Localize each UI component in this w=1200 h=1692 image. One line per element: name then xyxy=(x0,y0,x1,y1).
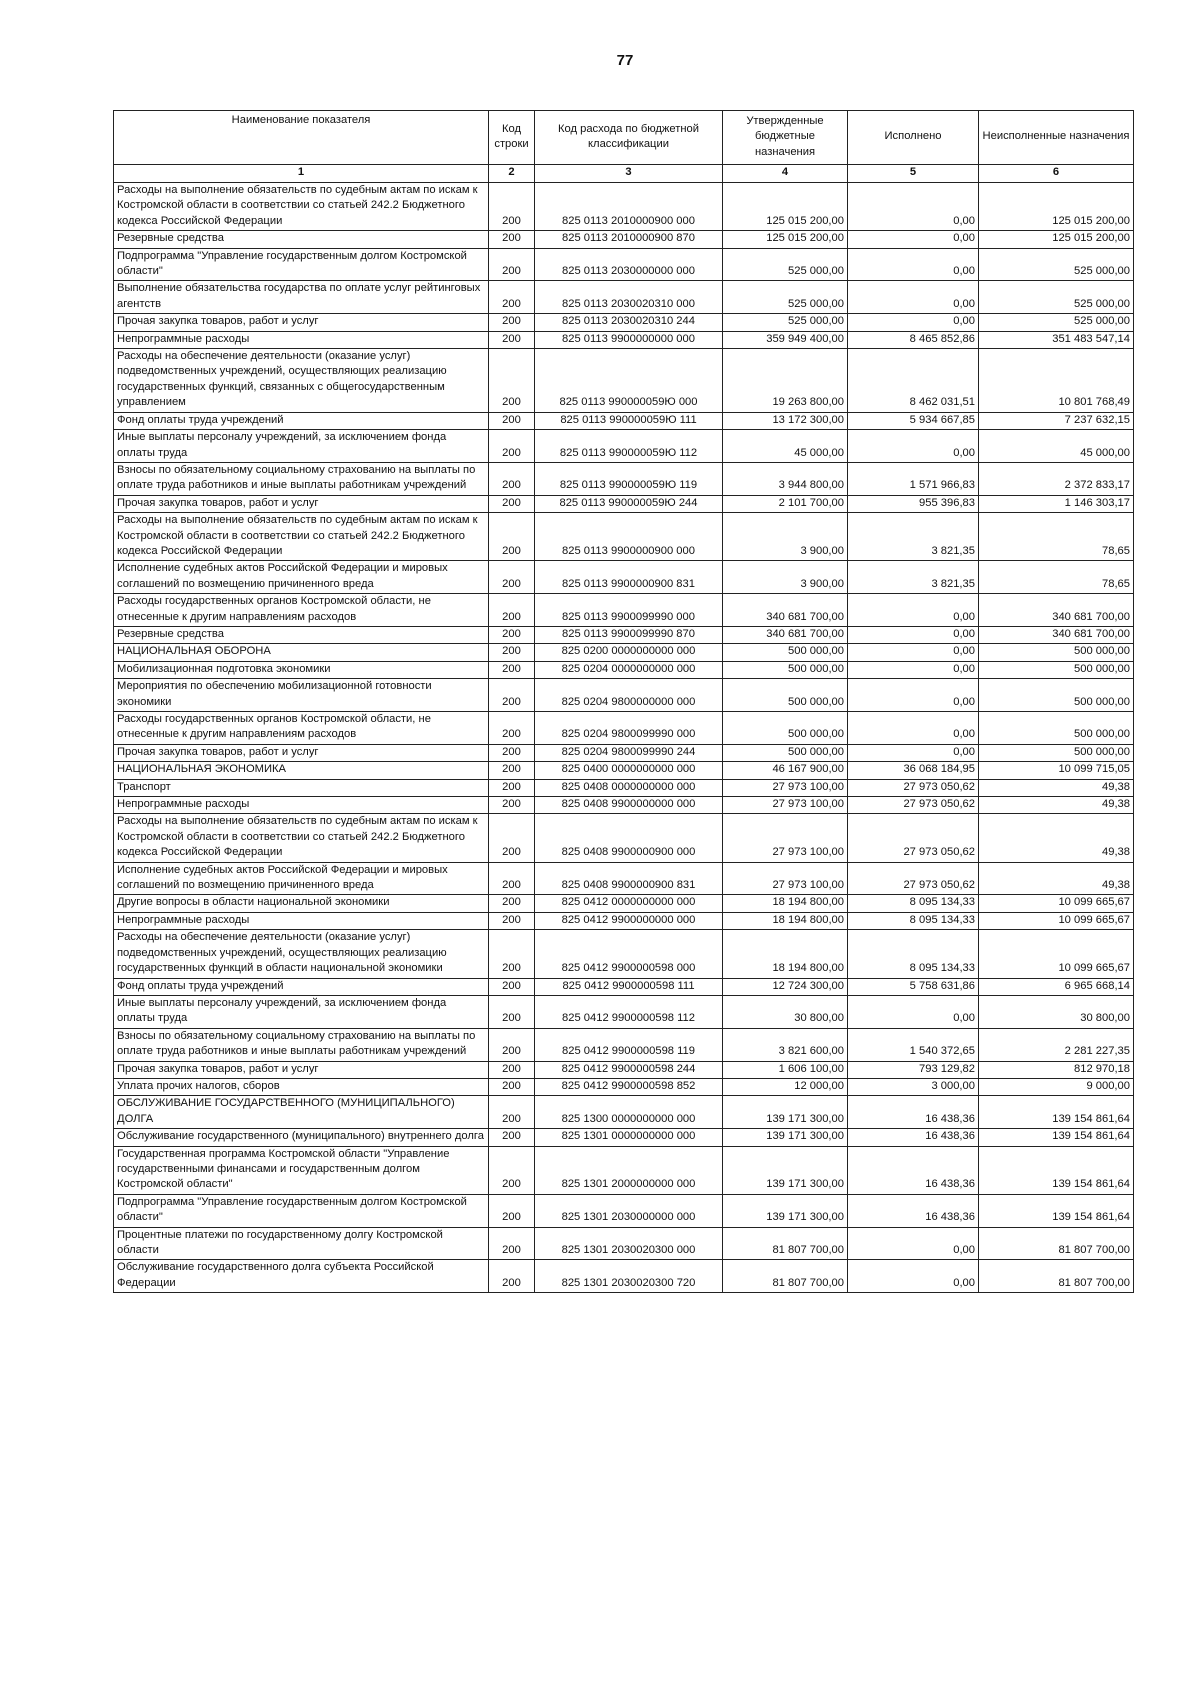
indicator-name-cell: Непрограммные расходы xyxy=(114,797,489,814)
table-row xyxy=(114,430,1134,463)
table-row xyxy=(114,1260,1134,1293)
table-row xyxy=(114,281,1134,314)
line-code-cell: 200 xyxy=(489,513,535,561)
executed-amount-cell: 27 973 050,62 xyxy=(848,797,979,814)
executed-amount-cell: 1 571 966,83 xyxy=(848,462,979,495)
line-code-cell: 200 xyxy=(489,231,535,248)
executed-amount-cell: 0,00 xyxy=(848,679,979,712)
table-row xyxy=(114,814,1134,862)
executed-amount-cell: 0,00 xyxy=(848,1227,979,1260)
approved-amount-cell: 500 000,00 xyxy=(723,679,848,712)
table-row xyxy=(114,1146,1134,1194)
executed-amount-cell: 16 438,36 xyxy=(848,1146,979,1194)
indicator-name-cell: ОБСЛУЖИВАНИЕ ГОСУДАРСТВЕННОГО (МУНИЦИПАЛЬНОГО) ДОЛГА xyxy=(114,1096,489,1129)
unexecuted-amount-cell: 139 154 861,64 xyxy=(979,1146,1134,1194)
indicator-name-cell: Иные выплаты персоналу учреждений, за исключением фонда оплаты труда xyxy=(114,995,489,1028)
line-code-cell: 200 xyxy=(489,412,535,429)
approved-amount-cell: 18 194 800,00 xyxy=(723,895,848,912)
indicator-name-cell: НАЦИОНАЛЬНАЯ ЭКОНОМИКА xyxy=(114,762,489,779)
unexecuted-amount-cell: 10 099 665,67 xyxy=(979,930,1134,978)
unexecuted-amount-cell: 81 807 700,00 xyxy=(979,1227,1134,1260)
approved-amount-cell: 30 800,00 xyxy=(723,995,848,1028)
approved-amount-cell: 1 606 100,00 xyxy=(723,1061,848,1078)
indicator-name-cell: Расходы на обеспечение деятельности (оказание услуг) подведомственных учреждений, осуществляющих реализацию государственных функций в области национальной экономики xyxy=(114,930,489,978)
line-code-cell: 200 xyxy=(489,679,535,712)
unexecuted-amount-cell: 1 146 303,17 xyxy=(979,495,1134,512)
unexecuted-amount-cell: 45 000,00 xyxy=(979,430,1134,463)
unexecuted-amount-cell: 340 681 700,00 xyxy=(979,626,1134,643)
line-code-cell: 200 xyxy=(489,1146,535,1194)
table-row xyxy=(114,1194,1134,1227)
indicator-name-cell: Расходы на выполнение обязательств по судебным актам по искам к Костромской области в соответствии со статьей 242.2 Бюджетного кодекса Российской Федерации xyxy=(114,513,489,561)
executed-amount-cell: 0,00 xyxy=(848,712,979,745)
column-number-row xyxy=(114,165,1134,183)
unexecuted-amount-cell: 351 483 547,14 xyxy=(979,331,1134,348)
indicator-name-cell: Транспорт xyxy=(114,779,489,796)
unexecuted-amount-cell: 49,38 xyxy=(979,814,1134,862)
table-row xyxy=(114,231,1134,248)
table-row xyxy=(114,513,1134,561)
header-indicator-name: Наименование показателя xyxy=(114,111,489,165)
indicator-name-cell: Взносы по обязательному социальному страхованию на выплаты по оплате труда работников и иные выплаты работникам учреждений xyxy=(114,1028,489,1061)
line-code-cell: 200 xyxy=(489,862,535,895)
approved-amount-cell: 500 000,00 xyxy=(723,661,848,678)
approved-amount-cell: 3 944 800,00 xyxy=(723,462,848,495)
executed-amount-cell: 8 095 134,33 xyxy=(848,912,979,929)
indicator-name-cell: Подпрограмма "Управление государственным долгом Костромской области" xyxy=(114,1194,489,1227)
line-code-cell: 200 xyxy=(489,644,535,661)
approved-amount-cell: 3 900,00 xyxy=(723,513,848,561)
classification-code-cell: 825 1301 2000000000 000 xyxy=(535,1146,723,1194)
unexecuted-amount-cell: 49,38 xyxy=(979,797,1134,814)
executed-amount-cell: 3 821,35 xyxy=(848,561,979,594)
classification-code-cell: 825 0113 990000059Ю 119 xyxy=(535,462,723,495)
table-row xyxy=(114,862,1134,895)
executed-amount-cell: 8 095 134,33 xyxy=(848,895,979,912)
table-row xyxy=(114,930,1134,978)
executed-amount-cell: 0,00 xyxy=(848,1260,979,1293)
line-code-cell: 200 xyxy=(489,314,535,331)
classification-code-cell: 825 0113 9900099990 000 xyxy=(535,594,723,627)
line-code-cell: 200 xyxy=(489,930,535,978)
approved-amount-cell: 525 000,00 xyxy=(723,314,848,331)
classification-code-cell: 825 0412 9900000598 119 xyxy=(535,1028,723,1061)
classification-code-cell: 825 0113 2010000900 000 xyxy=(535,183,723,231)
approved-amount-cell: 27 973 100,00 xyxy=(723,779,848,796)
line-code-cell: 200 xyxy=(489,594,535,627)
unexecuted-amount-cell: 340 681 700,00 xyxy=(979,594,1134,627)
indicator-name-cell: Мобилизационная подготовка экономики xyxy=(114,661,489,678)
column-number: 6 xyxy=(979,165,1134,183)
unexecuted-amount-cell: 125 015 200,00 xyxy=(979,231,1134,248)
approved-amount-cell: 81 807 700,00 xyxy=(723,1260,848,1293)
unexecuted-amount-cell: 500 000,00 xyxy=(979,661,1134,678)
unexecuted-amount-cell: 500 000,00 xyxy=(979,712,1134,745)
table-row xyxy=(114,1028,1134,1061)
executed-amount-cell: 27 973 050,62 xyxy=(848,779,979,796)
unexecuted-amount-cell: 81 807 700,00 xyxy=(979,1260,1134,1293)
indicator-name-cell: Расходы на обеспечение деятельности (оказание услуг) подведомственных учреждений, осуществляющих реализацию государственных функций, связанных с общегосударственным управлением xyxy=(114,349,489,413)
approved-amount-cell: 340 681 700,00 xyxy=(723,626,848,643)
classification-code-cell: 825 0412 9900000598 112 xyxy=(535,995,723,1028)
indicator-name-cell: Государственная программа Костромской области "Управление государственными финансами и государственным долгом Костромской области" xyxy=(114,1146,489,1194)
classification-code-cell: 825 0113 2030000000 000 xyxy=(535,248,723,281)
approved-amount-cell: 359 949 400,00 xyxy=(723,331,848,348)
unexecuted-amount-cell: 10 099 665,67 xyxy=(979,912,1134,929)
table-row xyxy=(114,594,1134,627)
approved-amount-cell: 125 015 200,00 xyxy=(723,231,848,248)
indicator-name-cell: Обслуживание государственного долга субъекта Российской Федерации xyxy=(114,1260,489,1293)
line-code-cell: 200 xyxy=(489,495,535,512)
approved-amount-cell: 45 000,00 xyxy=(723,430,848,463)
classification-code-cell: 825 0400 0000000000 000 xyxy=(535,762,723,779)
classification-code-cell: 825 0412 9900000000 000 xyxy=(535,912,723,929)
line-code-cell: 200 xyxy=(489,1096,535,1129)
table-row xyxy=(114,895,1134,912)
indicator-name-cell: Прочая закупка товаров, работ и услуг xyxy=(114,1061,489,1078)
table-body xyxy=(114,183,1134,1293)
approved-amount-cell: 525 000,00 xyxy=(723,281,848,314)
line-code-cell: 200 xyxy=(489,814,535,862)
table-row xyxy=(114,679,1134,712)
unexecuted-amount-cell: 30 800,00 xyxy=(979,995,1134,1028)
line-code-cell: 200 xyxy=(489,744,535,761)
executed-amount-cell: 16 438,36 xyxy=(848,1129,979,1146)
column-number: 3 xyxy=(535,165,723,183)
approved-amount-cell: 19 263 800,00 xyxy=(723,349,848,413)
column-number: 5 xyxy=(848,165,979,183)
header-executed: Исполнено xyxy=(848,111,979,165)
table-row xyxy=(114,349,1134,413)
approved-amount-cell: 46 167 900,00 xyxy=(723,762,848,779)
line-code-cell: 200 xyxy=(489,1129,535,1146)
executed-amount-cell: 8 465 852,86 xyxy=(848,331,979,348)
executed-amount-cell: 0,00 xyxy=(848,995,979,1028)
approved-amount-cell: 139 171 300,00 xyxy=(723,1194,848,1227)
indicator-name-cell: Прочая закупка товаров, работ и услуг xyxy=(114,495,489,512)
line-code-cell: 200 xyxy=(489,1227,535,1260)
classification-code-cell: 825 0412 0000000000 000 xyxy=(535,895,723,912)
table-row xyxy=(114,183,1134,231)
unexecuted-amount-cell: 500 000,00 xyxy=(979,744,1134,761)
executed-amount-cell: 3 821,35 xyxy=(848,513,979,561)
executed-amount-cell: 955 396,83 xyxy=(848,495,979,512)
unexecuted-amount-cell: 525 000,00 xyxy=(979,281,1134,314)
approved-amount-cell: 500 000,00 xyxy=(723,712,848,745)
line-code-cell: 200 xyxy=(489,561,535,594)
approved-amount-cell: 2 101 700,00 xyxy=(723,495,848,512)
table-row xyxy=(114,314,1134,331)
indicator-name-cell: Расходы государственных органов Костромской области, не отнесенные к другим направлениям расходов xyxy=(114,712,489,745)
indicator-name-cell: Резервные средства xyxy=(114,626,489,643)
line-code-cell: 200 xyxy=(489,349,535,413)
indicator-name-cell: Выполнение обязательства государства по оплате услуг рейтинговых агентств xyxy=(114,281,489,314)
classification-code-cell: 825 0204 9800099990 000 xyxy=(535,712,723,745)
line-code-cell: 200 xyxy=(489,912,535,929)
line-code-cell: 200 xyxy=(489,430,535,463)
executed-amount-cell: 0,00 xyxy=(848,594,979,627)
classification-code-cell: 825 0113 2030020310 000 xyxy=(535,281,723,314)
unexecuted-amount-cell: 139 154 861,64 xyxy=(979,1194,1134,1227)
executed-amount-cell: 0,00 xyxy=(848,661,979,678)
indicator-name-cell: Иные выплаты персоналу учреждений, за исключением фонда оплаты труда xyxy=(114,430,489,463)
approved-amount-cell: 12 724 300,00 xyxy=(723,978,848,995)
classification-code-cell: 825 0113 2030020310 244 xyxy=(535,314,723,331)
approved-amount-cell: 500 000,00 xyxy=(723,644,848,661)
unexecuted-amount-cell: 10 099 715,05 xyxy=(979,762,1134,779)
unexecuted-amount-cell: 49,38 xyxy=(979,779,1134,796)
line-code-cell: 200 xyxy=(489,462,535,495)
indicator-name-cell: Подпрограмма "Управление государственным долгом Костромской области" xyxy=(114,248,489,281)
line-code-cell: 200 xyxy=(489,762,535,779)
indicator-name-cell: Исполнение судебных актов Российской Федерации и мировых соглашений по возмещению причиненного вреда xyxy=(114,862,489,895)
table-row xyxy=(114,797,1134,814)
unexecuted-amount-cell: 525 000,00 xyxy=(979,314,1134,331)
header-line-code: Код строки xyxy=(489,111,535,165)
classification-code-cell: 825 0113 990000059Ю 000 xyxy=(535,349,723,413)
indicator-name-cell: Резервные средства xyxy=(114,231,489,248)
unexecuted-amount-cell: 78,65 xyxy=(979,561,1134,594)
table-row xyxy=(114,248,1134,281)
classification-code-cell: 825 1301 0000000000 000 xyxy=(535,1129,723,1146)
line-code-cell: 200 xyxy=(489,626,535,643)
classification-code-cell: 825 0113 990000059Ю 112 xyxy=(535,430,723,463)
unexecuted-amount-cell: 49,38 xyxy=(979,862,1134,895)
executed-amount-cell: 5 758 631,86 xyxy=(848,978,979,995)
approved-amount-cell: 27 973 100,00 xyxy=(723,814,848,862)
table-row xyxy=(114,661,1134,678)
approved-amount-cell: 18 194 800,00 xyxy=(723,930,848,978)
executed-amount-cell: 0,00 xyxy=(848,183,979,231)
executed-amount-cell: 793 129,82 xyxy=(848,1061,979,1078)
classification-code-cell: 825 0113 9900000900 831 xyxy=(535,561,723,594)
approved-amount-cell: 13 172 300,00 xyxy=(723,412,848,429)
header-unexecuted: Неисполненные назначения xyxy=(979,111,1134,165)
classification-code-cell: 825 0408 9900000900 000 xyxy=(535,814,723,862)
table-row xyxy=(114,744,1134,761)
table-row xyxy=(114,762,1134,779)
classification-code-cell: 825 0113 2010000900 870 xyxy=(535,231,723,248)
executed-amount-cell: 0,00 xyxy=(848,744,979,761)
line-code-cell: 200 xyxy=(489,281,535,314)
table-row xyxy=(114,1227,1134,1260)
indicator-name-cell: Расходы на выполнение обязательств по судебным актам по искам к Костромской области в соответствии со статьей 242.2 Бюджетного кодекса Российской Федерации xyxy=(114,183,489,231)
classification-code-cell: 825 1301 2030020300 000 xyxy=(535,1227,723,1260)
line-code-cell: 200 xyxy=(489,797,535,814)
line-code-cell: 200 xyxy=(489,978,535,995)
table-row xyxy=(114,462,1134,495)
unexecuted-amount-cell: 812 970,18 xyxy=(979,1061,1134,1078)
approved-amount-cell: 139 171 300,00 xyxy=(723,1146,848,1194)
indicator-name-cell: Прочая закупка товаров, работ и услуг xyxy=(114,744,489,761)
indicator-name-cell: Непрограммные расходы xyxy=(114,331,489,348)
classification-code-cell: 825 0412 9900000598 244 xyxy=(535,1061,723,1078)
executed-amount-cell: 16 438,36 xyxy=(848,1096,979,1129)
approved-amount-cell: 3 900,00 xyxy=(723,561,848,594)
indicator-name-cell: Обслуживание государственного (муниципального) внутреннего долга xyxy=(114,1129,489,1146)
classification-code-cell: 825 0408 0000000000 000 xyxy=(535,779,723,796)
indicator-name-cell: НАЦИОНАЛЬНАЯ ОБОРОНА xyxy=(114,644,489,661)
table-row xyxy=(114,912,1134,929)
classification-code-cell: 825 0113 9900000900 000 xyxy=(535,513,723,561)
line-code-cell: 200 xyxy=(489,1078,535,1095)
executed-amount-cell: 0,00 xyxy=(848,314,979,331)
executed-amount-cell: 3 000,00 xyxy=(848,1078,979,1095)
table-row xyxy=(114,1061,1134,1078)
line-code-cell: 200 xyxy=(489,1194,535,1227)
classification-code-cell: 825 0204 9800000000 000 xyxy=(535,679,723,712)
line-code-cell: 200 xyxy=(489,995,535,1028)
approved-amount-cell: 81 807 700,00 xyxy=(723,1227,848,1260)
unexecuted-amount-cell: 500 000,00 xyxy=(979,679,1134,712)
executed-amount-cell: 1 540 372,65 xyxy=(848,1028,979,1061)
classification-code-cell: 825 0113 9900000000 000 xyxy=(535,331,723,348)
line-code-cell: 200 xyxy=(489,183,535,231)
table-row xyxy=(114,412,1134,429)
unexecuted-amount-cell: 139 154 861,64 xyxy=(979,1129,1134,1146)
unexecuted-amount-cell: 7 237 632,15 xyxy=(979,412,1134,429)
table-row xyxy=(114,561,1134,594)
table-row xyxy=(114,995,1134,1028)
unexecuted-amount-cell: 525 000,00 xyxy=(979,248,1134,281)
indicator-name-cell: Взносы по обязательному социальному страхованию на выплаты по оплате труда работников и иные выплаты работникам учреждений xyxy=(114,462,489,495)
page-number: 77 xyxy=(616,52,634,69)
unexecuted-amount-cell: 9 000,00 xyxy=(979,1078,1134,1095)
line-code-cell: 200 xyxy=(489,712,535,745)
executed-amount-cell: 0,00 xyxy=(848,430,979,463)
line-code-cell: 200 xyxy=(489,779,535,796)
indicator-name-cell: Прочая закупка товаров, работ и услуг xyxy=(114,314,489,331)
approved-amount-cell: 340 681 700,00 xyxy=(723,594,848,627)
unexecuted-amount-cell: 2 372 833,17 xyxy=(979,462,1134,495)
line-code-cell: 200 xyxy=(489,661,535,678)
classification-code-cell: 825 0204 0000000000 000 xyxy=(535,661,723,678)
executed-amount-cell: 0,00 xyxy=(848,626,979,643)
unexecuted-amount-cell: 139 154 861,64 xyxy=(979,1096,1134,1129)
classification-code-cell: 825 1301 2030020300 720 xyxy=(535,1260,723,1293)
approved-amount-cell: 12 000,00 xyxy=(723,1078,848,1095)
table-row xyxy=(114,495,1134,512)
unexecuted-amount-cell: 6 965 668,14 xyxy=(979,978,1134,995)
table-row xyxy=(114,712,1134,745)
column-number: 1 xyxy=(114,165,489,183)
executed-amount-cell: 0,00 xyxy=(848,281,979,314)
line-code-cell: 200 xyxy=(489,248,535,281)
indicator-name-cell: Другие вопросы в области национальной экономики xyxy=(114,895,489,912)
unexecuted-amount-cell: 78,65 xyxy=(979,513,1134,561)
executed-amount-cell: 8 095 134,33 xyxy=(848,930,979,978)
line-code-cell: 200 xyxy=(489,1260,535,1293)
approved-amount-cell: 125 015 200,00 xyxy=(723,183,848,231)
approved-amount-cell: 525 000,00 xyxy=(723,248,848,281)
classification-code-cell: 825 1300 0000000000 000 xyxy=(535,1096,723,1129)
classification-code-cell: 825 1301 2030000000 000 xyxy=(535,1194,723,1227)
approved-amount-cell: 139 171 300,00 xyxy=(723,1096,848,1129)
indicator-name-cell: Расходы на выполнение обязательств по судебным актам по искам к Костромской области в соответствии со статьей 242.2 Бюджетного кодекса Российской Федерации xyxy=(114,814,489,862)
column-number: 4 xyxy=(723,165,848,183)
line-code-cell: 200 xyxy=(489,331,535,348)
unexecuted-amount-cell: 10 099 665,67 xyxy=(979,895,1134,912)
executed-amount-cell: 8 462 031,51 xyxy=(848,349,979,413)
table-row xyxy=(114,626,1134,643)
line-code-cell: 200 xyxy=(489,895,535,912)
executed-amount-cell: 0,00 xyxy=(848,248,979,281)
executed-amount-cell: 0,00 xyxy=(848,231,979,248)
classification-code-cell: 825 0408 9900000000 000 xyxy=(535,797,723,814)
executed-amount-cell: 5 934 667,85 xyxy=(848,412,979,429)
budget-execution-table xyxy=(113,110,1134,1293)
header-budget-classification: Код расхода по бюджетной классификации xyxy=(535,111,723,165)
table-row xyxy=(114,779,1134,796)
table-header xyxy=(114,111,1134,183)
executed-amount-cell: 36 068 184,95 xyxy=(848,762,979,779)
executed-amount-cell: 16 438,36 xyxy=(848,1194,979,1227)
classification-code-cell: 825 0412 9900000598 852 xyxy=(535,1078,723,1095)
unexecuted-amount-cell: 500 000,00 xyxy=(979,644,1134,661)
indicator-name-cell: Уплата прочих налогов, сборов xyxy=(114,1078,489,1095)
table-row xyxy=(114,1096,1134,1129)
approved-amount-cell: 18 194 800,00 xyxy=(723,912,848,929)
indicator-name-cell: Исполнение судебных актов Российской Федерации и мировых соглашений по возмещению причиненного вреда xyxy=(114,561,489,594)
unexecuted-amount-cell: 125 015 200,00 xyxy=(979,183,1134,231)
column-number: 2 xyxy=(489,165,535,183)
approved-amount-cell: 27 973 100,00 xyxy=(723,862,848,895)
table-row xyxy=(114,644,1134,661)
executed-amount-cell: 0,00 xyxy=(848,644,979,661)
classification-code-cell: 825 0113 990000059Ю 111 xyxy=(535,412,723,429)
approved-amount-cell: 27 973 100,00 xyxy=(723,797,848,814)
classification-code-cell: 825 0200 0000000000 000 xyxy=(535,644,723,661)
indicator-name-cell: Мероприятия по обеспечению мобилизационной готовности экономики xyxy=(114,679,489,712)
classification-code-cell: 825 0412 9900000598 111 xyxy=(535,978,723,995)
classification-code-cell: 825 0113 9900099990 870 xyxy=(535,626,723,643)
classification-code-cell: 825 0204 9800099990 244 xyxy=(535,744,723,761)
line-code-cell: 200 xyxy=(489,1061,535,1078)
approved-amount-cell: 3 821 600,00 xyxy=(723,1028,848,1061)
header-row xyxy=(114,111,1134,165)
approved-amount-cell: 500 000,00 xyxy=(723,744,848,761)
approved-amount-cell: 139 171 300,00 xyxy=(723,1129,848,1146)
classification-code-cell: 825 0408 9900000900 831 xyxy=(535,862,723,895)
table-row xyxy=(114,331,1134,348)
line-code-cell: 200 xyxy=(489,1028,535,1061)
indicator-name-cell: Непрограммные расходы xyxy=(114,912,489,929)
indicator-name-cell: Процентные платежи по государственному долгу Костромской области xyxy=(114,1227,489,1260)
indicator-name-cell: Фонд оплаты труда учреждений xyxy=(114,978,489,995)
header-approved: Утвержденные бюджетные назначения xyxy=(723,111,848,165)
table-row xyxy=(114,1129,1134,1146)
executed-amount-cell: 27 973 050,62 xyxy=(848,862,979,895)
table-row xyxy=(114,1078,1134,1095)
classification-code-cell: 825 0113 990000059Ю 244 xyxy=(535,495,723,512)
table-row xyxy=(114,978,1134,995)
executed-amount-cell: 27 973 050,62 xyxy=(848,814,979,862)
unexecuted-amount-cell: 10 801 768,49 xyxy=(979,349,1134,413)
unexecuted-amount-cell: 2 281 227,35 xyxy=(979,1028,1134,1061)
indicator-name-cell: Фонд оплаты труда учреждений xyxy=(114,412,489,429)
classification-code-cell: 825 0412 9900000598 000 xyxy=(535,930,723,978)
indicator-name-cell: Расходы государственных органов Костромской области, не отнесенные к другим направлениям расходов xyxy=(114,594,489,627)
